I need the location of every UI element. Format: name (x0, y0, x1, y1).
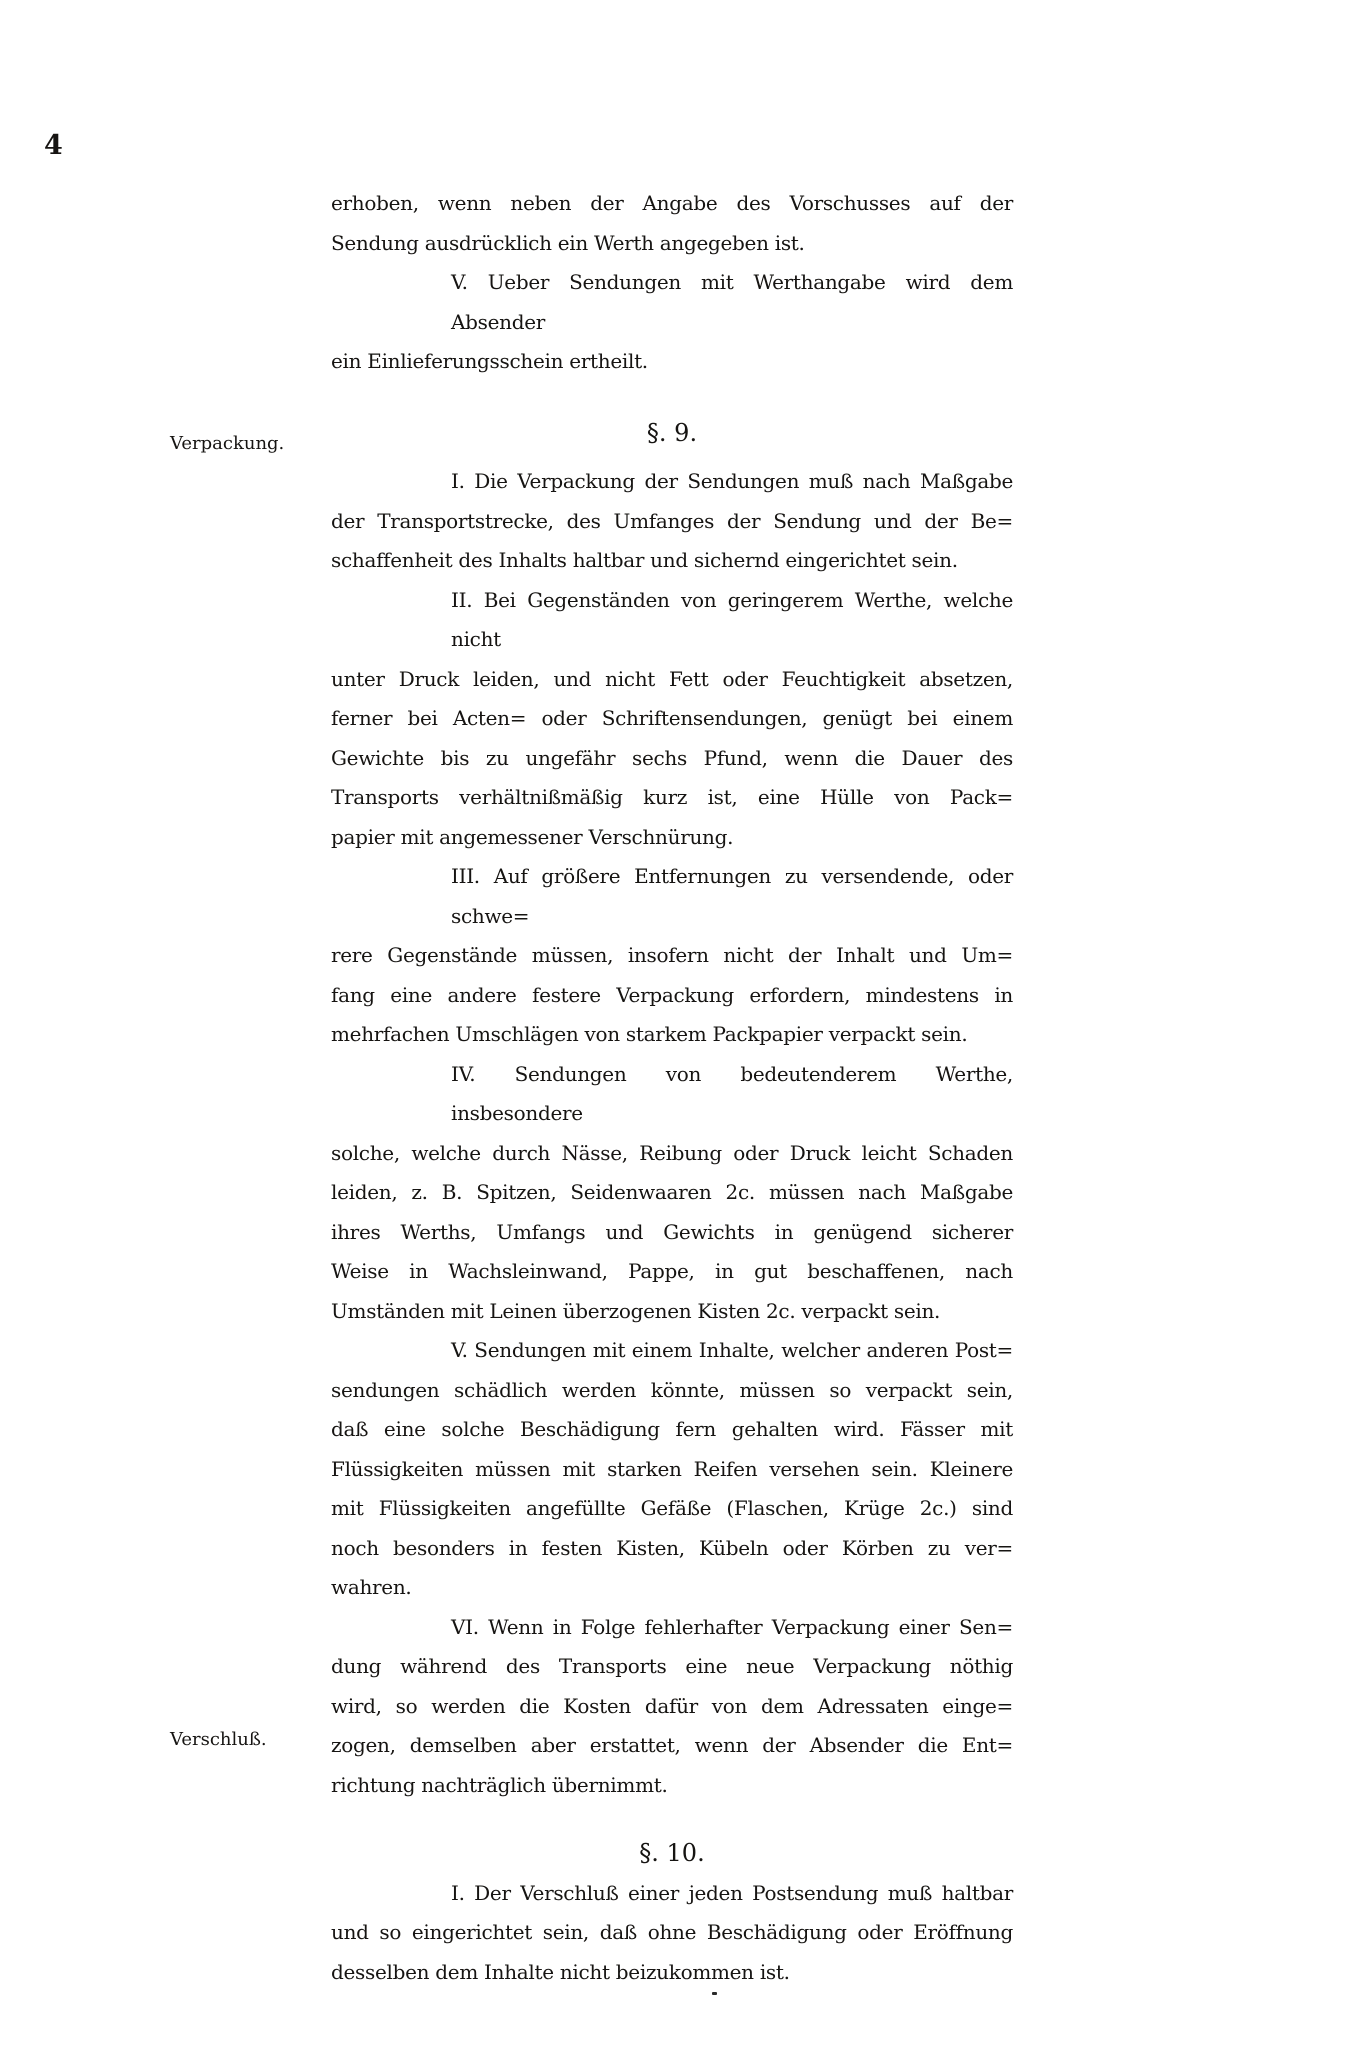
text-line: Flüssigkeiten müssen mit starken Reifen versehen sein. Kleinere (331, 1456, 1013, 1481)
text-line: papier mit angemessener Verschnürung. (331, 824, 734, 849)
text-line: fang eine andere festere Verpackung erfordern, mindestens in (331, 982, 1013, 1007)
text-line: V. Sendungen mit einem Inhalte, welcher anderen Post= (451, 1338, 1013, 1362)
text-line: I. Der Verschluß einer jeden Postsendung muß haltbar (451, 1880, 1013, 1905)
text-line: sendungen schädlich werden könnte, müssen so verpackt sein, (331, 1377, 1013, 1402)
text-column (331, 184, 1013, 1992)
text-line: III. Auf größere Entfernungen zu versendende, oder schwe= (451, 864, 1013, 928)
text-line: zogen, demselben aber erstattet, wenn der Absender die Ent= (331, 1733, 1013, 1757)
text-line: mit Flüssigkeiten angefüllte Gefäße (Flaschen, Krüge 2c.) sind (331, 1496, 1013, 1520)
text-line: unter Druck leiden, und nicht Fett oder Feuchtigkeit absetzen, (331, 666, 1013, 691)
text-line: daß eine solche Beschädigung fern gehalten wird. Fässer mit (331, 1417, 1013, 1441)
text-line: VI. Wenn in Folge fehlerhafter Verpackung einer Sen= (451, 1614, 1013, 1639)
text-line: wahren. (331, 1575, 412, 1599)
text-line: schaffenheit des Inhalts haltbar und sichernd eingerichtet sein. (331, 548, 958, 572)
section-heading-10: §. 10. (639, 1839, 705, 1867)
text-line: richtung nachträglich übernimmt. (331, 1772, 668, 1797)
margin-note-verpackung: Verpackung. (170, 433, 285, 454)
text-line: dung während des Transports eine neue Verpackung nöthig (331, 1654, 1013, 1678)
text-line: Sendung ausdrücklich ein Werth angegeben ist. (331, 230, 805, 255)
section-heading-9: §. 9. (646, 418, 698, 447)
text-line: und so eingerichtet sein, daß ohne Beschädigung oder Eröffnung (331, 1920, 1013, 1944)
paragraph-s9-6 (331, 1608, 1013, 1806)
text-line: wird, so werden die Kosten dafür von dem Adressaten einge= (331, 1693, 1013, 1718)
text-line: rere Gegenstände müssen, insofern nicht der Inhalt und Um= (331, 943, 1013, 967)
text-line: der Transportstrecke, des Umfanges der Sendung und der Be= (331, 508, 1013, 533)
text-line: Transports verhältnißmäßig kurz ist, eine Hülle von Pack= (331, 785, 1013, 809)
text-line: solche, welche durch Nässe, Reibung oder Druck leicht Schaden (331, 1140, 1013, 1165)
paragraph-continuation (331, 184, 1013, 263)
text-line: noch besonders in festen Kisten, Kübeln oder Körben zu ver= (331, 1535, 1013, 1560)
text-line: I. Die Verpackung der Sendungen muß nach Maßgabe (451, 469, 1013, 493)
text-line: ein Einlieferungsschein ertheilt. (331, 349, 648, 373)
text-line: erhoben, wenn neben der Angabe des Vorschusses auf der (331, 191, 1013, 215)
paragraph-s10-1 (331, 1874, 1013, 1993)
paragraph-s9-3 (331, 857, 1013, 1055)
paragraph-item-v-s8 (331, 263, 1013, 382)
text-line: Umständen mit Leinen überzogenen Kisten 2c. verpackt sein. (331, 1298, 941, 1323)
text-line: Gewichte bis zu ungefähr sechs Pfund, wenn die Dauer des (331, 745, 1013, 770)
page-number: 4 (44, 130, 63, 161)
text-line: ihres Werths, Umfangs und Gewichts in genügend sicherer (331, 1219, 1013, 1244)
paragraph-s9-4 (331, 1055, 1013, 1332)
scan-artifact (712, 1992, 717, 1995)
text-line: IV. Sendungen von bedeutenderem Werthe, insbesondere (451, 1061, 1013, 1125)
paragraph-s9-1 (331, 462, 1013, 581)
paragraph-s9-5 (331, 1331, 1013, 1608)
margin-note-verschluss: Verschluß. (170, 1729, 267, 1750)
text-line: Weise in Wachsleinwand, Pappe, in gut beschaffenen, nach (331, 1259, 1013, 1283)
text-line: II. Bei Gegenständen von geringerem Werthe, welche nicht (451, 587, 1013, 651)
text-line: leiden, z. B. Spitzen, Seidenwaaren 2c. müssen nach Maßgabe (331, 1180, 1013, 1204)
text-line: V. Ueber Sendungen mit Werthangabe wird dem Absender (451, 270, 1013, 334)
text-line: desselben dem Inhalte nicht beizukommen ist. (331, 1959, 790, 1984)
text-line: ferner bei Acten= oder Schriftensendungen, genügt bei einem (331, 706, 1013, 730)
text-line: mehrfachen Umschlägen von starkem Packpapier verpackt sein. (331, 1022, 968, 1046)
paragraph-s9-2 (331, 581, 1013, 858)
